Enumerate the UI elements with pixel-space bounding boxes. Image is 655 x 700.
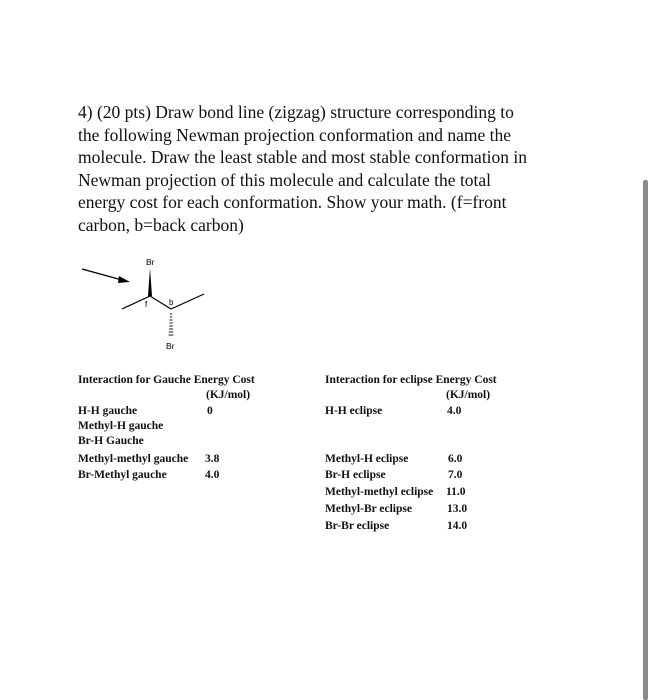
eclipse-row-label: Methyl-H eclipse xyxy=(325,453,409,465)
question-line: molecule. Draw the least stable and most stable conformation in xyxy=(78,147,528,167)
eclipse-row-label: Methyl-methyl eclipse xyxy=(325,486,434,498)
wedge-bond xyxy=(148,268,152,296)
gauche-row-label: Methyl-H gauche xyxy=(78,420,164,432)
arrow-head xyxy=(118,276,130,283)
gauche-row-label: H-H gauche xyxy=(78,405,138,417)
gauche-row-value: 3.8 xyxy=(205,453,220,465)
top-br-label: Br xyxy=(146,257,155,267)
eclipse-row-value: 4.0 xyxy=(447,405,462,417)
hashed-bond xyxy=(169,314,174,335)
question-line: the following Newman projection conformation and name the xyxy=(78,124,511,145)
gauche-row-value: 4.0 xyxy=(205,469,220,481)
question-line: energy cost for each conformation. Show your math. (f=front xyxy=(78,192,507,212)
gauche-table-unit: (KJ/mol) xyxy=(206,389,251,401)
gauche-row-value: 0 xyxy=(207,405,213,417)
gauche-row-label: Br-H Gauche xyxy=(78,435,144,447)
gauche-table-header: Interaction for Gauche Energy Cost xyxy=(78,374,255,386)
arrow-line xyxy=(82,269,122,280)
front-right-bond xyxy=(150,296,171,309)
eclipse-table-header: Interaction for eclipse Energy Cost xyxy=(325,374,497,386)
eclipse-table-unit: (KJ/mol) xyxy=(446,389,491,401)
front-carbon-label: f xyxy=(145,300,148,309)
bottom-br-label: Br xyxy=(166,341,175,351)
question-text xyxy=(78,101,598,236)
gauche-row-label: Br-Methyl gauche xyxy=(78,469,167,481)
back-right-bond xyxy=(171,294,204,309)
question-line: 4) (20 pts) Draw bond line (zigzag) structure corresponding to xyxy=(78,102,514,122)
eclipse-row-label: Br-Br eclipse xyxy=(325,520,390,532)
newman-projection-diagram xyxy=(70,255,220,355)
eclipse-row-value: 6.0 xyxy=(448,453,463,465)
eclipse-row-value: 13.0 xyxy=(447,503,468,515)
back-carbon-label: b xyxy=(169,298,174,307)
question-line: Newman projection of this molecule and calculate the total xyxy=(78,169,492,190)
eclipse-row-label: Br-H eclipse xyxy=(325,469,386,481)
eclipse-row-value: 11.0 xyxy=(446,486,466,498)
eclipse-row-value: 14.0 xyxy=(447,520,468,532)
gauche-row-label: Methyl-methyl gauche xyxy=(78,453,189,465)
question-line: carbon, b=back carbon) xyxy=(78,214,244,235)
eclipse-row-label: H-H eclipse xyxy=(325,405,383,417)
eclipse-row-label: Methyl-Br eclipse xyxy=(325,503,412,515)
vertical-scrollbar[interactable] xyxy=(643,180,648,700)
eclipse-row-value: 7.0 xyxy=(448,469,463,481)
